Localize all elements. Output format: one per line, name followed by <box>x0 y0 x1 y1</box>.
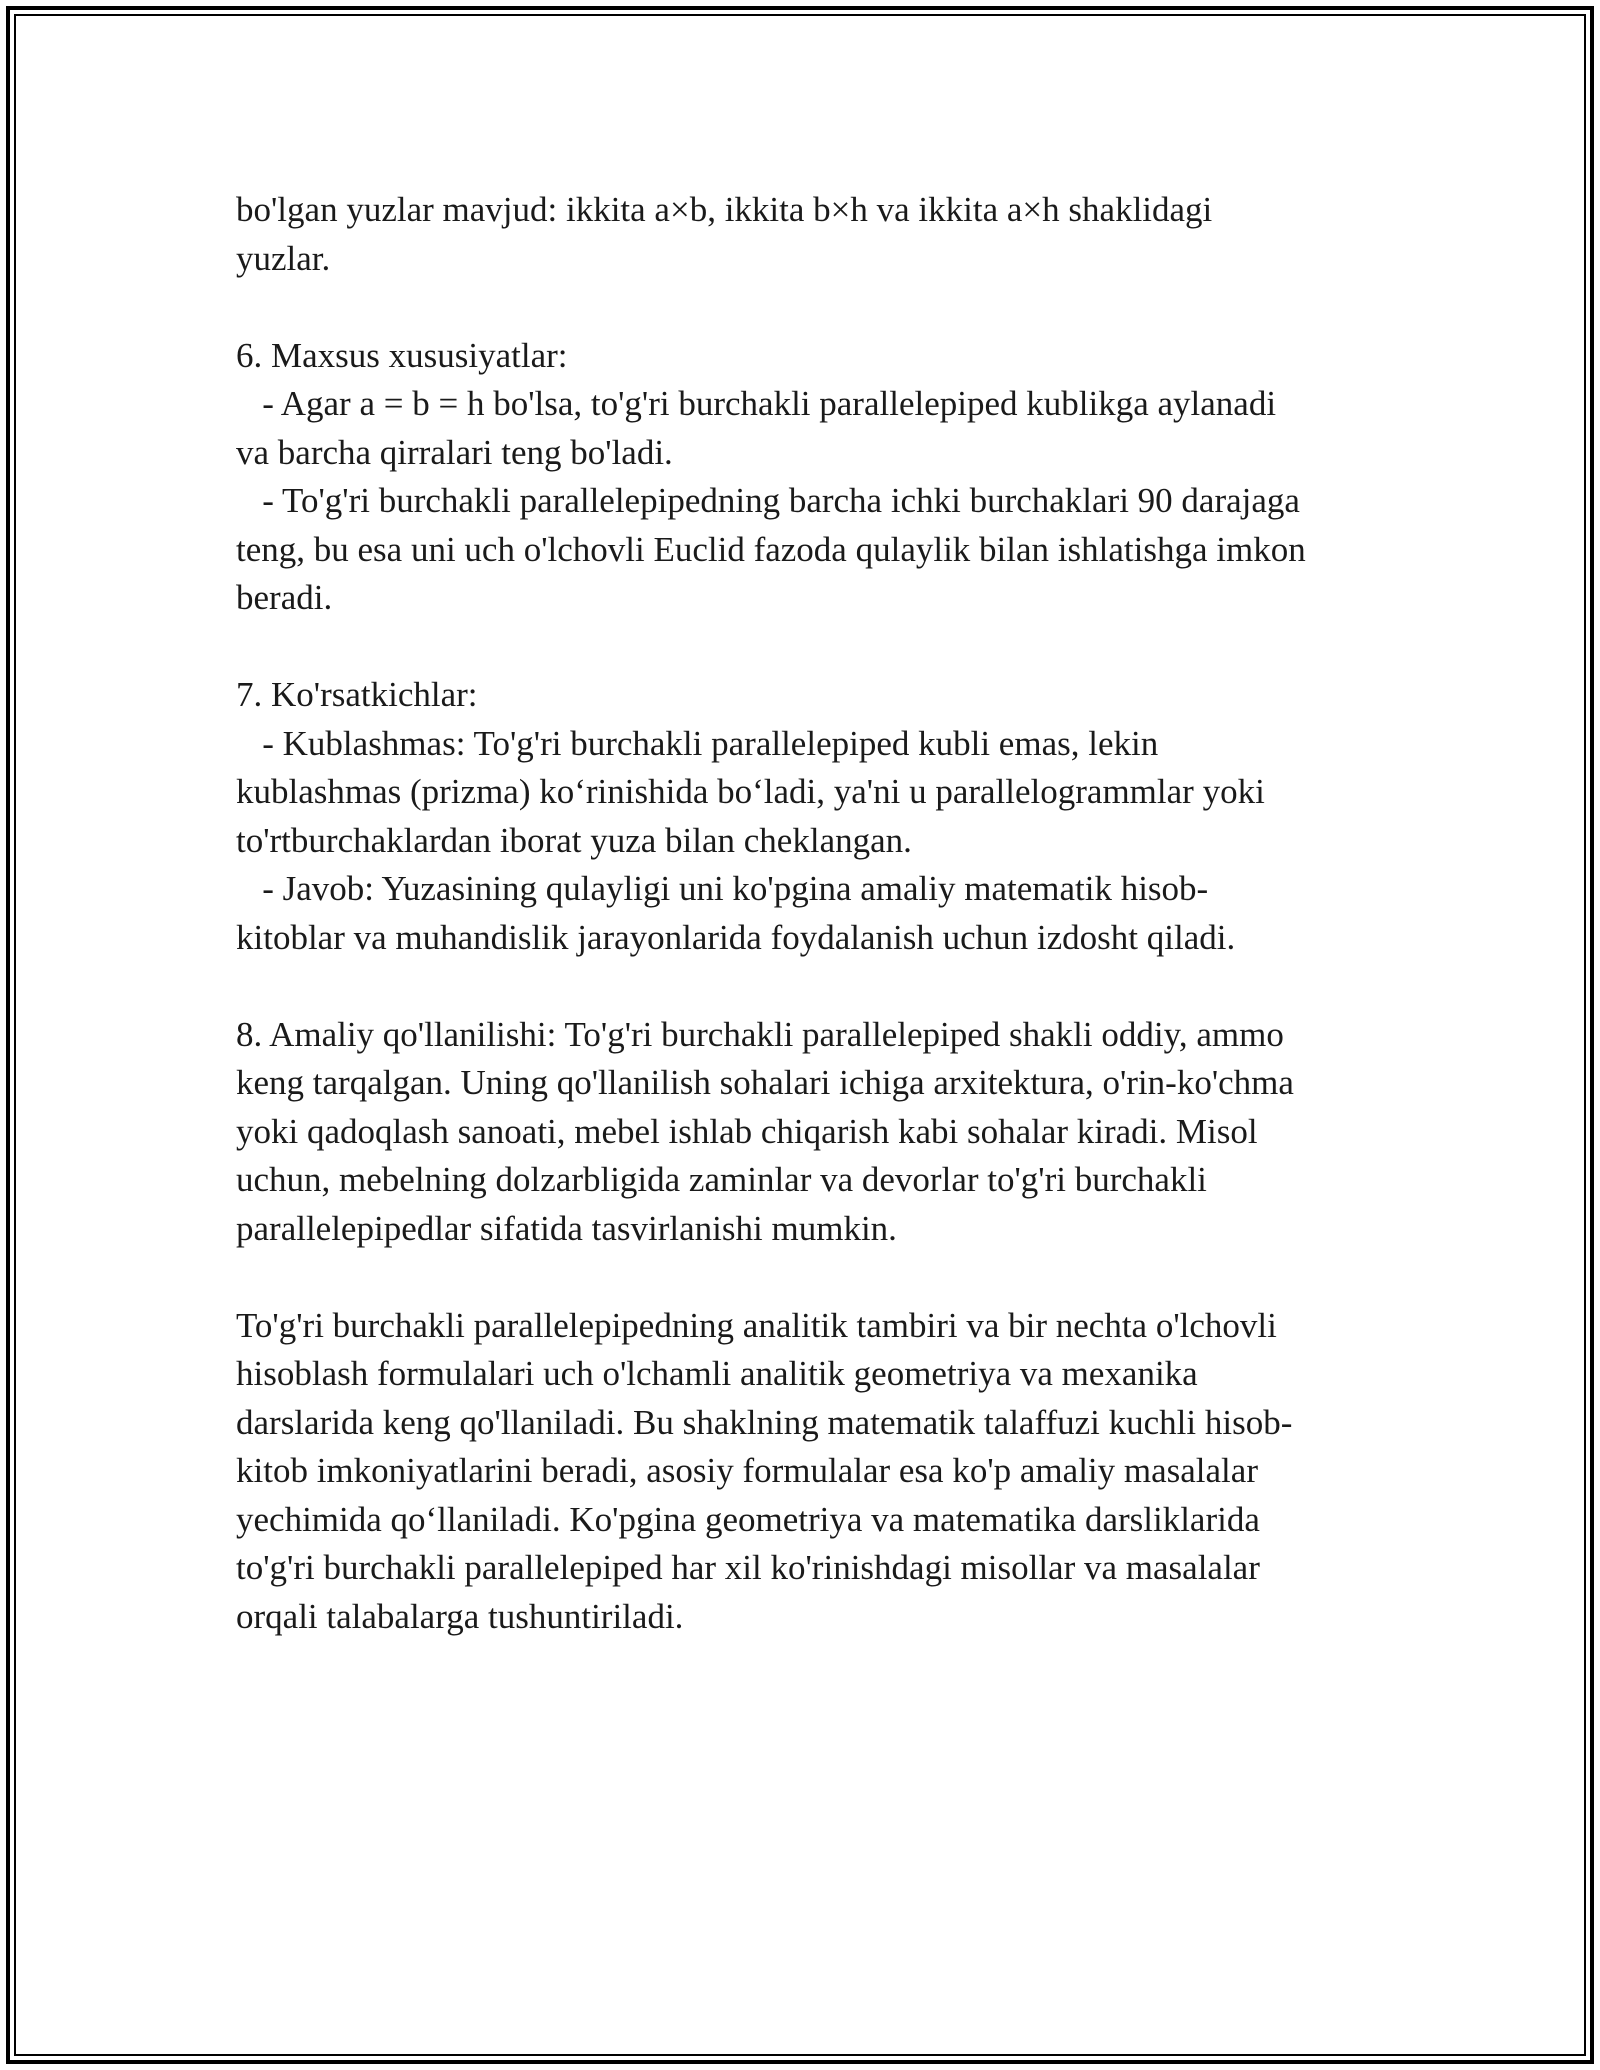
section-7-heading: 7. Ko'rsatkichlar: <box>236 675 478 714</box>
document-body <box>236 186 1366 1641</box>
section-6-bullet-1: - Agar a = b = h bo'lsa, to'g'ri burchakli parallelepiped kublikga aylanadi va barcha qirralari teng bo'ladi. <box>236 384 1277 472</box>
paragraph-gap <box>236 962 1366 1011</box>
section-8-paragraph: 8. Amaliy qo'llanilishi: To'g'ri burchakli parallelepiped shakli oddiy, ammo keng tarqalgan. Uning qo'llanilish sohalari ichiga arxitektura, o'rin-ko'chma yoki qadoqlash sanoati, mebel ishlab chiqarish kabi sohalar kiradi. Misol uchun, mebelning dolzarbligida zaminlar va devorlar to'g'ri burchakli parallelepipedlar sifatida tasvirlanishi mumkin. <box>236 1014 1294 1248</box>
intro-paragraph: bo'lgan yuzlar mavjud: ikkita a×b, ikkita b×h va ikkita a×h shaklidagi yuzlar. <box>236 190 1213 278</box>
section-6-heading: 6. Maxsus xususiyatlar: <box>236 335 568 375</box>
section-6-bullet-2: - To'g'ri burchakli parallelepipedning barcha ichki burchaklari 90 darajaga teng, bu esa uni uch o'lchovli Euclid fazoda qulaylik bilan ishlatishga imkon beradi. <box>236 481 1306 617</box>
closing-paragraph: To'g'ri burchakli parallelepipedning analitik tambiri va bir nechta o'lchovli hisoblash formulalari uch o'lchamli analitik geometriya va mexanika darslarida keng qo'llaniladi. Bu shaklning matematik talaffuzi kuchli hisob- kitob imkoniyatlarini beradi, asosiy formulalar esa ko'p amaliy masalalar yechimida qo‘llaniladi. Ko'pgina geometriya va matematika darsliklarida to'g'ri burchakli parallelepiped har xil ko'rinishdagi misollar va masalalar orqali talabalarga tushuntiriladi. <box>236 1305 1293 1636</box>
paragraph-gap <box>236 623 1366 672</box>
paragraph-gap <box>236 1253 1366 1302</box>
paragraph-gap <box>236 283 1366 332</box>
section-7-bullet-2: - Javob: Yuzasining qulayligi uni ko'pgina amaliy matematik hisob- kitoblar va muhandislik jarayonlarida foydalanish uchun izdosht qiladi. <box>236 869 1236 957</box>
section-7-bullet-1: - Kublashmas: To'g'ri burchakli parallelepiped kubli emas, lekin kublashmas (prizma) ko‘rinishida bo‘ladi, ya'ni u parallelogrammlar yoki to'rtburchaklardan iborat yuza bilan cheklangan. <box>236 723 1265 860</box>
